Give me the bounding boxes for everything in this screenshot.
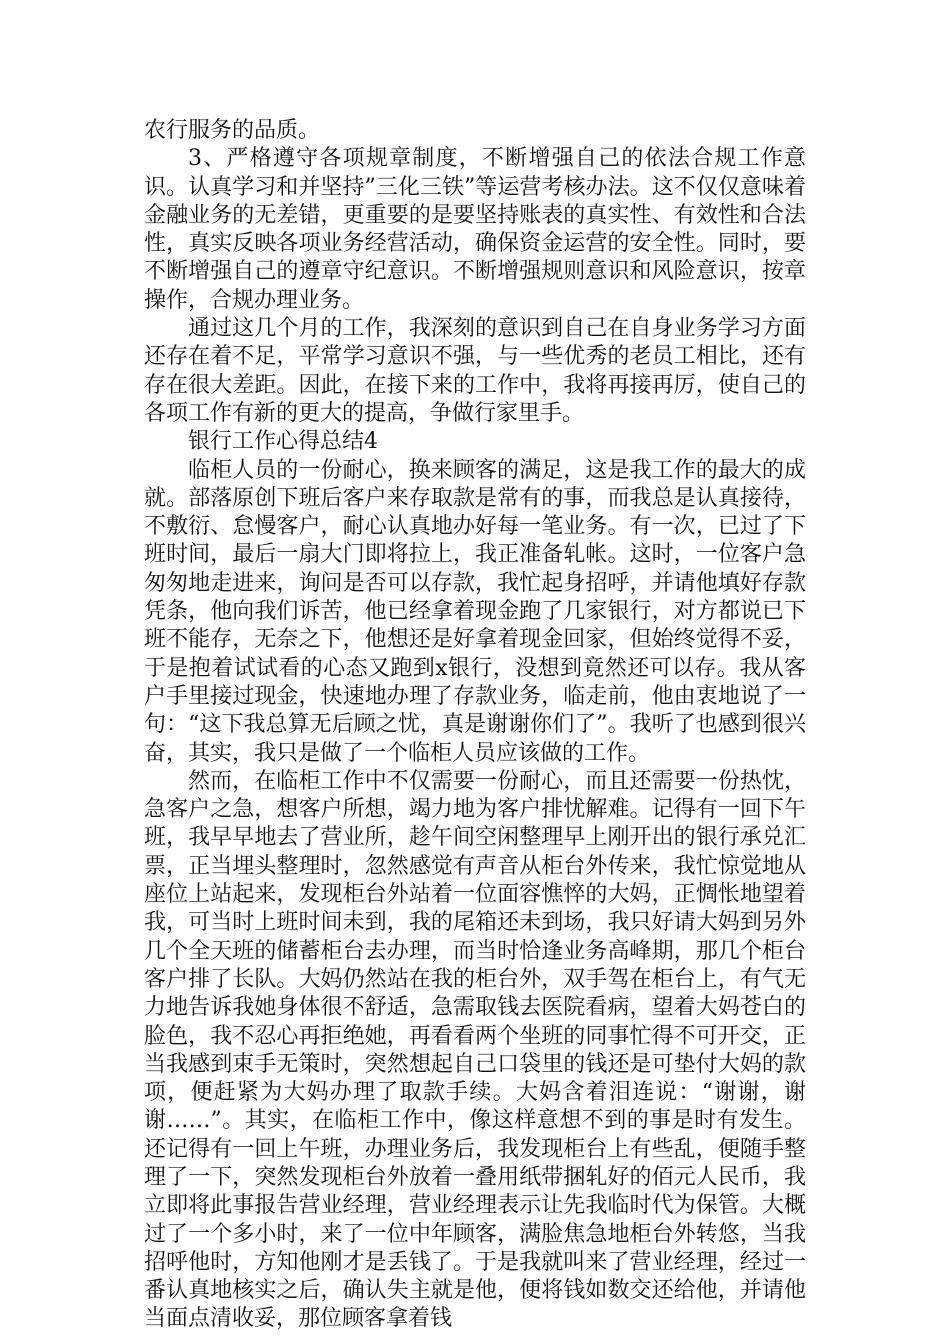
paragraph: 3、严格遵守各项规章制度，不断增强自己的依法合规工作意识。认真学习和并坚持”三化三铁”等运营考核办法。这不仅仅意味着金融业务的无差错，更重要的是要坚持账表的真实性、有效性和合法性，真实反映各项业务经营活动，确保资金运营的安全性。同时，要不断增强自己的遵章守纪意识。不断增强规则意识和风险意识，按章操作，合规办理业务。	[144, 146, 806, 313]
document-body	[144, 117, 806, 1334]
paragraph: 临柜人员的一份耐心，换来顾客的满足，这是我工作的最大的成就。部落原创下班后客户来存取款是常有的事，而我总是认真接待，不敷衍、怠慢客户，耐心认真地办好每一笔业务。有一次，已过了下班时间，最后一扇大门即将拉上，我正准备轧帐。这时，一位客户急匆匆地走进来，询问是否可以存款，我忙起身招呼，并请他填好存款凭条，他向我们诉苦，他已经拿着现金跑了几家银行，对方都说已下班不能存，无奈之下，他想还是好拿着现金回家，但始终觉得不妥，于是抱着试试看的心态又跑到x银行，没想到竟然还可以存。我从客户手里接过现金，快速地办理了存款业务，临走前，他由衷地说了一句：“这下我总算无后顾之忧，真是谢谢你们了”。我听了也感到很兴奋，其实，我只是做了一个临柜人员应该做的工作。	[144, 457, 806, 766]
section-heading: 银行工作心得总结4	[188, 429, 378, 455]
paragraph: 通过这几个月的工作，我深刻的意识到自己在自身业务学习方面还存在着不足，平常学习意识不强，与一些优秀的老员工相比，还有存在很大差距。因此，在接下来的工作中，我将再接再厉，使自己的各项工作有新的更大的提高，争做行家里手。	[144, 316, 806, 426]
paragraph: 农行服务的品质。	[144, 118, 321, 143]
paragraph: 然而，在临柜工作中不仅需要一份耐心，而且还需要一份热忱，急客户之急，想客户所想，竭力地为客户排忧解难。记得有一回下午班，我早早地去了营业所，趁午间空闲整理早上刚开出的银行承兑汇票，正当埋头整理时，忽然感觉有声音从柜台外传来，我忙惊觉地从座位上站起来，发现柜台外站着一位面容憔悴的大妈，正惆怅地望着我，可当时上班时间未到，我的尾箱还未到场，我只好请大妈到另外几个全天班的储蓄柜台去办理，而当时恰逢业务高峰期，那几个柜台客户排了长队。大妈仍然站在我的柜台外，双手驾在柜台上，有气无力地告诉我她身体很不舒适，急需取钱去医院看病，望着大妈苍白的脸色，我不忍心再拒绝她，再看看两个坐班的同事忙得不可开交，正当我感到束手无策时，突然想起自己口袋里的钱还是可垫付大妈的款项，便赶紧为大妈办理了取款手续。大妈含着泪连说：“谢谢，谢谢……”。其实，在临柜工作中，像这样意想不到的事是时有发生。还记得有一回上午班，办理业务后，我发现柜台上有些乱，便随手整理了一下，突然发现柜台外放着一叠用纸带捆轧好的佰元人民币，我立即将此事报告营业经理，营业经理表示让先我临时代为保管。大概过了一个多小时，来了一位中年顾客，满脸焦急地柜台外转悠，当我招呼他时，方知他刚才是丢钱了。于是我就叫来了营业经理，经过一番认真地核实之后，确认失主就是他，便将钱如数交还给他，并请他当面点清收妥，那位顾客拿着钱	[144, 768, 806, 1332]
